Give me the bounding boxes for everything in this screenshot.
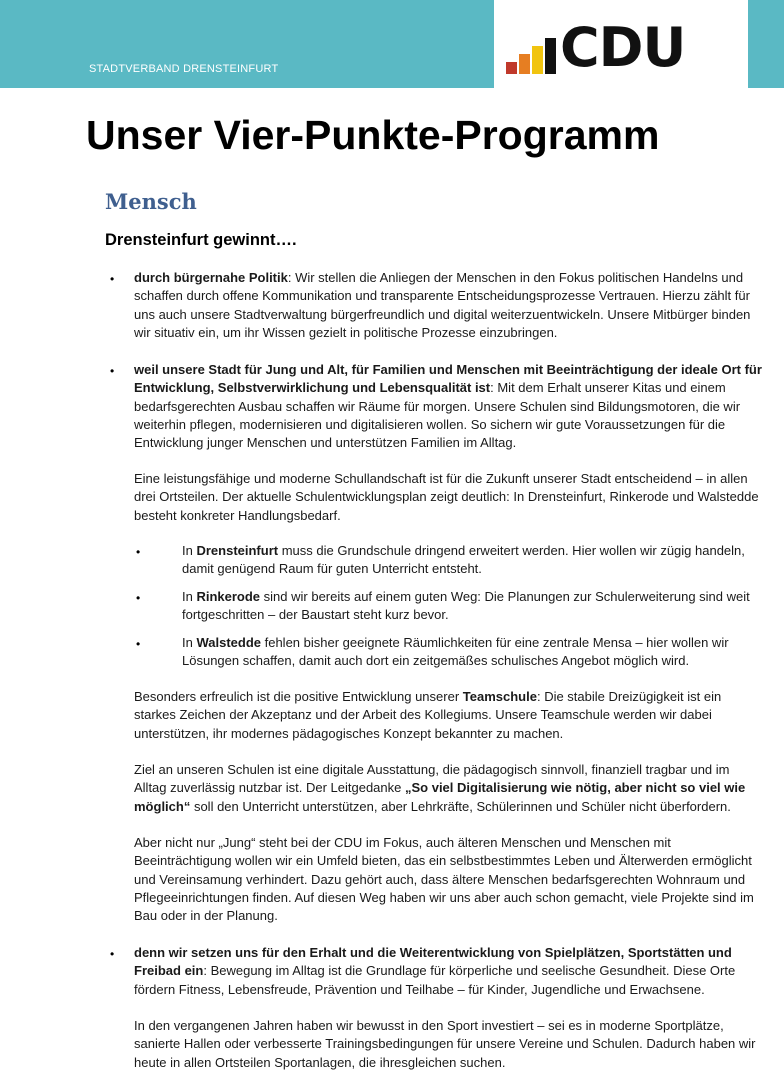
digital-paragraph: [134, 761, 764, 816]
point-3-paragraph: [134, 944, 760, 999]
point-1-text: : Wir stellen die Anliegen der Menschen in den Fokus politischen Handelns und schaffen durch offene Kommunikation und transparente Entscheidungsprozesse Vertrauen. Hierzu zählt für uns auch unsere Stadtverwaltung bürgerfreundlich und digital weiterzuentwickeln. Unsere Mitbürger binden wir situativ ein, um ihr Wissen gezielt in politische Prozesse einzubringen.: [134, 270, 751, 340]
logo-text: CDU: [560, 16, 686, 79]
point-3-text: : Bewegung im Alltag ist die Grundlage für körperliche und seelische Gesundheit. Diese Orte fördern Fitness, Lebensfreude, Prävention und Teilhabe – für Kinder, Jugendliche und Erwachsene.: [134, 963, 736, 997]
logo-bar-red: [506, 62, 517, 74]
elderly-paragraph: Aber nicht nur „Jung“ steht bei der CDU im Fokus, auch älteren Menschen und Menschen mit Beeinträchtigung wollen wir ein Umfeld bieten, das ein selbstbestimmtes Leben und Älterwerden ermöglicht und Vereinsamung verhindert. Dazu gehört auch, dass ältere Menschen bedarfsgerechten Wohnraum und Pflegeeinrichtungen finden. Auf diesen Weg haben wir uns aber auch schon gemacht, viele Projekte sind im Bau oder in der Planung.: [134, 835, 754, 924]
sub-item-rinkerode: [182, 588, 776, 625]
digital-text-pre: Ziel an unseren Schulen ist eine digitale Ausstattung, die pädagogisch sinnvoll, finanziell tragbar und im Alltag zuverlässig nutzbar ist. Der Leitgedanke: [134, 762, 730, 796]
sub-item-prefix: In: [182, 543, 197, 558]
point-2-text: : Mit dem Erhalt unserer Kitas und einem bedarfsgerechten Ausbau schaffen wir Räume für morgen. Unsere Schulen sind Bildungsmotoren, die wir weiterhin pflegen, modernisieren und digitalisieren wollen. So sichern wir gute Voraussetzungen für die Entwicklung junger Menschen und unterstützen Familien im Alltag.: [134, 380, 741, 451]
bullet-marker: •: [110, 364, 115, 378]
teamschule-text-post: : Die stabile Dreizügigkeit ist ein starkes Zeichen der Akzeptanz und der Arbeit des Kollegiums. Unsere Teamschule werden wir dabei unterstützen, ihr modernes pädagogisches Konzept bekannter zu machen.: [134, 689, 722, 741]
place-name: Drensteinfurt: [196, 543, 279, 558]
sport-paragraph: In den vergangenen Jahren haben wir bewusst in den Sport investiert – sei es in moderne Sportplätze, sanierte Hallen oder verbesserte Trainingsbedingungen für unsere Vereine und Schulen. Dadurch haben wir heute in allen Ortsteilen Sportanlagen, die ihresgleichen suchen.: [134, 1018, 756, 1070]
digital-quote: „So viel Digitalisierung wie nötig, aber nicht so viel wie möglich“: [134, 780, 746, 814]
sub-bullet-marker: •: [136, 591, 141, 605]
logo-bar-black: [545, 38, 556, 74]
bullet-marker: •: [110, 272, 115, 286]
org-label: STADTVERBAND DRENSTEINFURT: [89, 63, 279, 75]
schools-paragraph: Eine leistungsfähige und moderne Schullandschaft ist für die Zukunft unserer Stadt entscheidend – in allen drei Ortsteilen. Der aktuelle Schulentwicklungsplan zeigt deutlich: In Drensteinfurt, Rinkerode und Walstedde besteht konkreter Handlungsbedarf.: [134, 471, 759, 523]
sub-item-drensteinfurt: [182, 542, 776, 579]
place-name: Rinkerode: [196, 589, 261, 604]
logo-bar-yellow: [532, 46, 543, 74]
point-2-lead: weil unsere Stadt für Jung und Alt, für Familien und Menschen mit Beeinträchtigung der ideale Ort für Entwicklung, Selbstverwirklichung und Lebensqualität ist: [134, 362, 762, 396]
point-3-lead: denn wir setzen uns für den Erhalt und die Weiterentwicklung von Spielplätzen, Sportstätten und Freibad ein: [134, 945, 732, 979]
sub-item-text: sind wir bereits auf einem guten Weg: Die Planungen zur Schulerweiterung sind weit fortgeschritten – der Baustart steht kurz bevor.: [182, 589, 750, 623]
point-1-lead: durch bürgernahe Politik: [134, 270, 288, 285]
bullet-marker: •: [110, 947, 115, 961]
cdu-logo: [494, 0, 748, 88]
sub-bullet-marker: •: [136, 545, 141, 559]
sub-item-text: muss die Grundschule dringend erweitert werden. Hier wollen wir zügig handeln, damit genügend Raum für guten Unterricht entsteht.: [182, 543, 745, 577]
logo-bar-orange: [519, 54, 530, 74]
section-heading: Mensch: [105, 189, 197, 214]
section-subheading: Drensteinfurt gewinnt….: [105, 231, 297, 249]
digital-text-post: soll den Unterricht unterstützen, aber Lehrkräfte, Schülerinnen und Schüler nicht überfordern.: [190, 798, 731, 814]
teamschule-paragraph: [134, 688, 758, 743]
page-title: Unser Vier-Punkte-Programm: [86, 112, 660, 158]
teamschule-bold: Teamschule: [462, 689, 537, 704]
point-1-paragraph: [134, 269, 762, 342]
place-name: Walstedde: [196, 635, 261, 650]
point-2-paragraph: [134, 361, 762, 452]
sub-item-prefix: In: [182, 635, 197, 650]
sub-bullet-marker: •: [136, 637, 141, 651]
logo-bars-icon: [506, 38, 558, 74]
sub-item-prefix: In: [182, 589, 197, 604]
sub-item-walstedde: [182, 634, 762, 671]
sub-item-text: fehlen bisher geeignete Räumlichkeiten für eine zentrale Mensa – hier wollen wir Lösungen schaffen, damit auch dort ein zeitgemäßes schulisches Angebot möglich wird.: [182, 635, 729, 669]
teamschule-text-pre: Besonders erfreulich ist die positive Entwicklung unserer: [134, 689, 463, 704]
